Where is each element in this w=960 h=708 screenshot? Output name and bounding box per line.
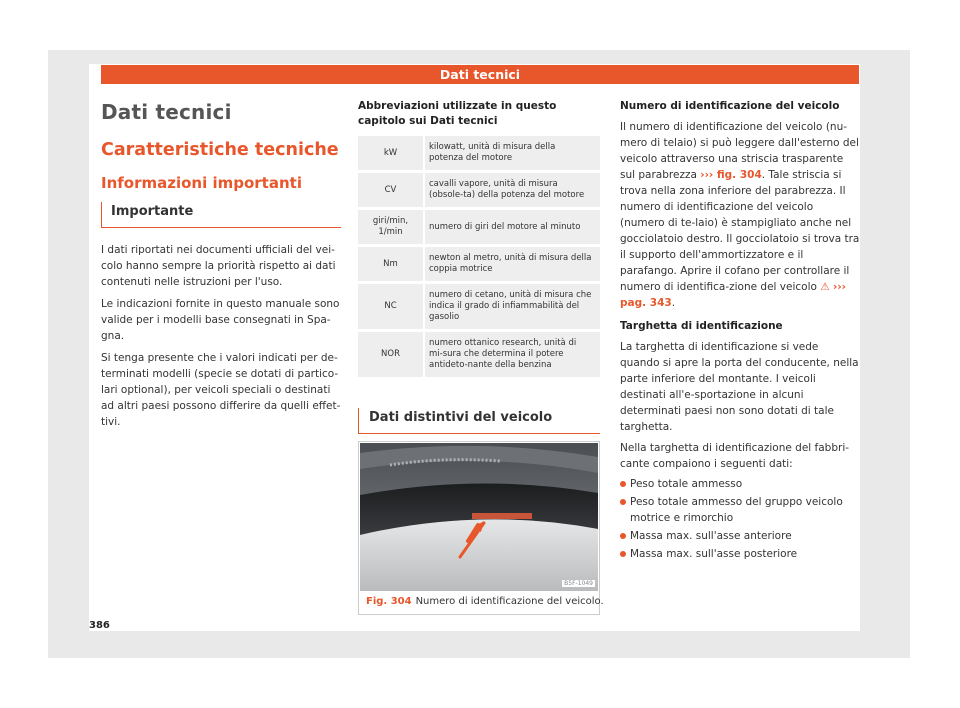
bullet-icon — [620, 551, 626, 557]
table-row — [358, 332, 600, 377]
abbr-cell: kW — [358, 136, 423, 170]
abbr-cell: Nm — [358, 247, 423, 281]
abbr-cell: CV — [358, 173, 423, 207]
desc-cell: cavalli vapore, unità di misura (obsole-ta) della potenza del motore — [423, 173, 600, 207]
vin-title: Numero di identificazione del veicolo — [620, 100, 840, 112]
plate-data-intro: Nella targhetta di identificazione del fabbri-cante compaiono i seguenti dati: — [620, 442, 850, 470]
figure-code: B5F-1049 — [564, 580, 593, 587]
paragraph: Le indicazioni fornite in questo manuale sono valide per i modelli base consegnati in Spa-gna. — [101, 298, 340, 342]
list-item-text: Massa max. sull'asse anteriore — [630, 530, 792, 542]
plate-paragraph: La targhetta di identificazione si vede quando si apre la porta del conducente, nella parte inferiore del montante. I veicoli destinati all'e-sportazione in alcuni determinati paesi non sono dotati di tale targhetta. — [620, 341, 859, 433]
paragraph: I dati riportati nei documenti ufficiali del vei-colo hanno sempre la priorità rispetto ai dati contenuti nelle istruzioni per l'uso. — [101, 244, 336, 288]
list-item — [620, 528, 860, 544]
desc-cell: newton al metro, unità di misura della coppia motrice — [423, 247, 600, 281]
middle-column — [358, 99, 600, 380]
plate-data-list — [620, 476, 860, 562]
list-item-text: Peso totale ammesso del gruppo veicolo motrice e rimorchio — [630, 496, 843, 524]
abbr-cell: NC — [358, 284, 423, 329]
plate-title: Targhetta di identificazione — [620, 320, 783, 332]
abbr-cell: giri/min, 1/min — [358, 210, 423, 244]
page-reference-link[interactable]: ››› pag. 343 — [620, 281, 847, 309]
list-item — [620, 476, 860, 492]
figure-number: Fig. 304 — [366, 596, 412, 607]
table-row — [358, 210, 600, 244]
bullet-icon — [620, 481, 626, 487]
table-row — [358, 173, 600, 207]
subsection-title: Informazioni importanti — [101, 174, 302, 192]
bullet-icon — [620, 499, 626, 505]
text-run: . Tale striscia si trova nella zona inferiore del parabrezza. Il numero di identificazione del veicolo (numero di te-laio) è stampigliato anche nel gocciolatoio destro. Il gocciolatoio si trova tra il supporto dell'ammortizzatore e il parafango. Aprire il cofano per controllare il numero di identifica-zione del veicolo — [620, 169, 860, 293]
chapter-header: Dati tecnici — [101, 65, 859, 84]
vin-paragraph — [620, 119, 860, 311]
page-number: 386 — [89, 620, 110, 631]
desc-cell: numero di giri del motore al minuto — [423, 210, 600, 244]
abbreviations-table-title: Abbreviazioni utilizzate in questo capitolo sui Dati tecnici — [358, 100, 557, 127]
chapter-title: Dati tecnici — [101, 100, 232, 124]
text-run: Il numero di identificazione del veicolo (nu-mero di telaio) si può leggere dall'esterno del veicolo attraverso una striscia trasparente sul parabrezza — [620, 121, 859, 181]
text-run: . — [671, 297, 676, 309]
warning-icon: ⚠ — [820, 281, 830, 293]
list-item-text: Massa max. sull'asse posteriore — [630, 548, 798, 560]
figure-caption-text: Numero di identificazione del veicolo. — [415, 596, 604, 607]
figure-reference-link[interactable]: ››› fig. 304 — [700, 169, 762, 181]
table-row — [358, 136, 600, 170]
figure-caption — [366, 596, 604, 607]
desc-cell: numero ottanico research, unità di mi-sura che determina il potere antideto-nante della benzina — [423, 332, 600, 377]
abbr-cell: NOR — [358, 332, 423, 377]
section-title: Caratteristiche tecniche — [101, 140, 339, 160]
table-row — [358, 284, 600, 329]
paragraph: Si tenga presente che i valori indicati per de-terminati modelli (specie se dotati di partico-lari optional), per veicoli speciali o destinati ad altri paesi possono differire da quelli effet-tivi. — [101, 352, 341, 428]
list-item — [620, 494, 860, 526]
list-item-text: Peso totale ammesso — [630, 478, 743, 490]
left-column — [101, 100, 341, 430]
important-box — [101, 202, 341, 228]
list-item — [620, 546, 860, 562]
bullet-icon — [620, 533, 626, 539]
important-title: Importante — [111, 204, 194, 219]
abbreviations-table — [358, 133, 600, 380]
vehicle-data-section-title: Dati distintivi del veicolo — [358, 408, 600, 434]
desc-cell: numero di cetano, unità di misura che indica il grado di infiammabilità del gasolio — [423, 284, 600, 329]
desc-cell: kilowatt, unità di misura della potenza del motore — [423, 136, 600, 170]
figure-304 — [358, 441, 604, 615]
table-row — [358, 247, 600, 281]
right-column — [620, 99, 860, 562]
windshield-vin-photo — [360, 443, 598, 591]
